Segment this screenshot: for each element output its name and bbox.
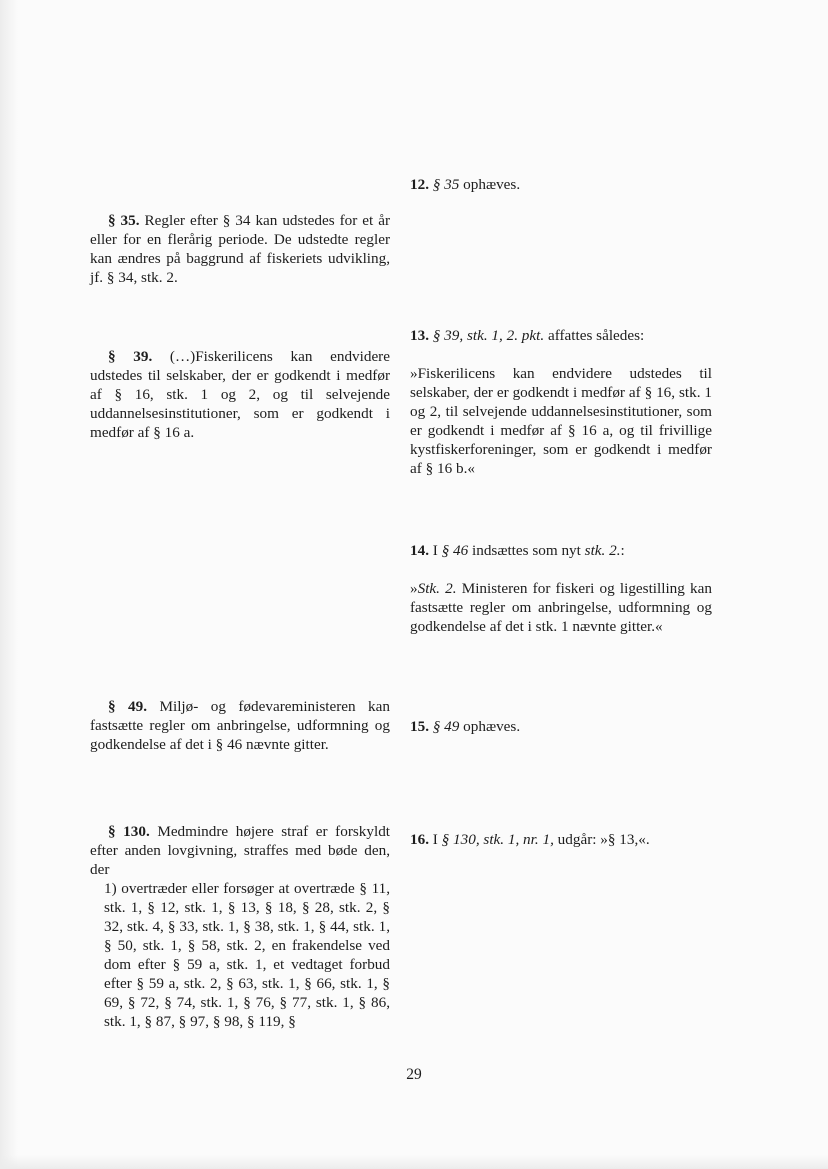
amendment-text: I — [428, 831, 442, 848]
amendment-text: indsættes som nyt — [468, 542, 585, 559]
subsection-reference: stk. 2. — [584, 542, 621, 559]
amendment-number: 14. — [410, 542, 429, 559]
amendment-number: 15. — [410, 718, 429, 735]
amendment-number: 13. — [410, 327, 429, 344]
page-bottom-shadow — [0, 1155, 828, 1169]
amendment-16 — [410, 830, 712, 849]
amendment-text: ophæves. — [459, 176, 521, 193]
amendment-13 — [410, 326, 712, 345]
current-law-section-130 — [90, 822, 390, 879]
section-heading: § 35. — [108, 212, 140, 229]
page-edge-shadow — [0, 0, 18, 1169]
current-law-section-49 — [90, 697, 390, 754]
section-heading: § 39. — [108, 348, 153, 365]
amendment-14 — [410, 541, 712, 560]
section-text: Medmindre højere straf er forskyldt efter anden lovgivning, straffes med bøde den, der — [90, 823, 391, 878]
amendment-12 — [410, 175, 712, 194]
quote-mark: » — [410, 580, 418, 597]
amendment-text: I — [428, 542, 442, 559]
amendment-13-quote: »Fiskerilicens kan endvidere udstedes til selskaber, der er godkendt i medfør af § 16, stk. 1 og 2, til selvejende uddannelsesinstitutioner, som er godkendt i medfør af § 16 a, og til frivillige kystfiskerforeninger, som er godkendt i medfør af § 16 b.« — [410, 365, 712, 477]
section-text: Miljø- og fødevareministeren kan fastsætte regler om anbringelse, udformning og godkendelse af det i § 46 nævnte gitter. — [90, 698, 390, 753]
amendment-number: 12. — [410, 176, 429, 193]
paragraph-reference: § 49 — [432, 718, 460, 735]
amendment-text: affattes således: — [544, 327, 645, 344]
amendment-text: ophæves. — [459, 718, 521, 735]
paragraph-reference: § 46 — [441, 542, 469, 559]
section-heading: § 49. — [108, 698, 148, 715]
amendment-15 — [410, 717, 712, 736]
amendment-number: 16. — [410, 831, 429, 848]
paragraph-reference: § 130, stk. 1, nr. 1, — [441, 831, 554, 848]
amendment-text: udgår: »§ 13,«. — [553, 831, 650, 848]
paragraph-reference: § 39, stk. 1, 2. pkt. — [432, 327, 545, 344]
amendment-14-quote — [410, 579, 712, 636]
section-text: (…)Fiskerilicens kan endvidere udstedes til selskaber, der er godkendt i medfør af § 16, stk. 1 og 2, og til selvejende uddannelsesinstitutioner, som er godkendt i medfør af § 16 a. — [90, 348, 390, 441]
paragraph-reference: § 35 — [432, 176, 460, 193]
page-number: 29 — [406, 1066, 422, 1083]
section-130-item-1: 1) overtræder eller forsøger at overtræde § 11, stk. 1, § 12, stk. 1, § 13, § 18, § 28, stk. 2, § 32, stk. 4, § 33, stk. 1, § 38, stk. 1, § 44, stk. 1, § 50, stk. 1, § 58, stk. 2, en frakendelse ved dom efter § 59 a, stk. 1, et vedtaget forbud efter § 59 a, stk. 2, § 63, stk. 1, § 66, stk. 1, § 69, § 72, § 74, stk. 1, § 76, § 77, stk. 1, § 86, stk. 1, § 87, § 97, § 98, § 119, § — [104, 880, 390, 1030]
subsection-reference: Stk. 2. — [417, 580, 457, 597]
amendment-text: : — [620, 542, 625, 559]
quote-text: Ministeren for fiskeri og ligestilling kan fastsætte regler om anbringelse, udformning og godkendelse af det i stk. 1 nævnte gitter.« — [410, 580, 712, 635]
section-text: Regler efter § 34 kan udstedes for et år eller for en flerårig periode. De udstedte regler kan ændres på baggrund af fiskeriets udvikling, jf. § 34, stk. 2. — [90, 212, 391, 286]
current-law-section-35 — [90, 211, 390, 287]
current-law-section-39 — [90, 347, 390, 442]
section-heading: § 130. — [108, 823, 150, 840]
